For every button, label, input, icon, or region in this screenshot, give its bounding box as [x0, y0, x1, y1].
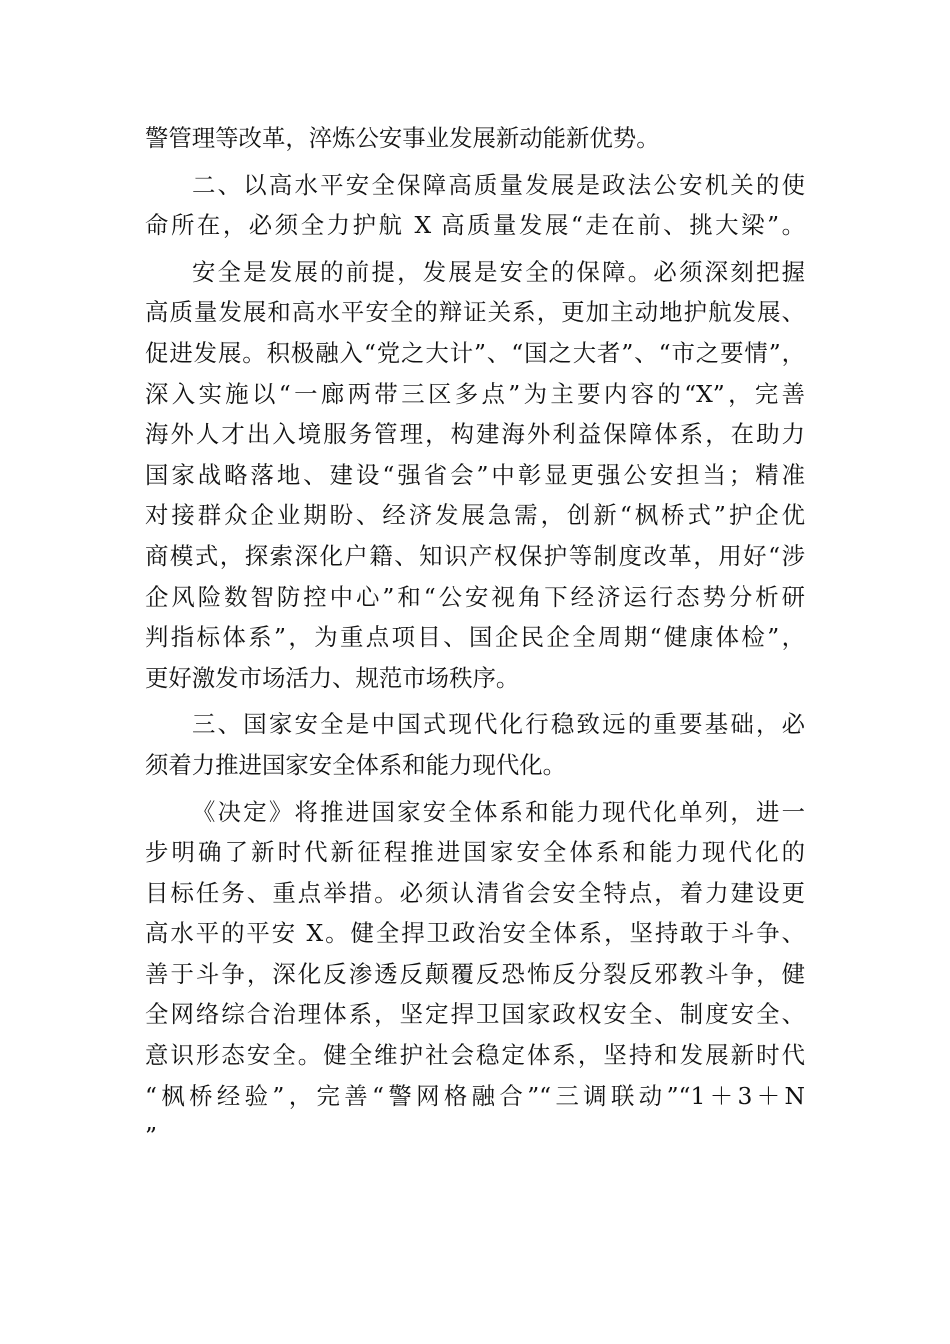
text-line: 判指标体系”，为重点项目、国企民企全周期“健康体检”，	[145, 623, 805, 652]
text-line: ”	[145, 1122, 157, 1151]
text-line: 全网络综合治理体系，坚定捍卫国家政权安全、制度安全、	[145, 1000, 805, 1029]
text-line: 对接群众企业期盼、经济发展急需，创新“枫桥式”护企优	[145, 501, 805, 530]
text-line: 善于斗争，深化反渗透反颠覆反恐怖反分裂反邪教斗争，健	[145, 959, 805, 988]
document-body	[145, 118, 805, 1157]
text-line: 国家战略落地、建设“强省会”中彰显更强公安担当；精准	[145, 460, 805, 489]
text-line: 更好激发市场活力、规范市场秩序。	[145, 663, 520, 692]
text-line: 须着力推进国家安全体系和能力现代化。	[145, 750, 567, 779]
text-line: 三、国家安全是中国式现代化行稳致远的重要基础，必	[192, 710, 805, 739]
text-line: 安全是发展的前提，发展是安全的保障。必须深刻把握	[192, 257, 805, 286]
text-line: 二、以高水平安全保障高质量发展是政法公安机关的使	[192, 170, 805, 199]
text-line: 海外人才出入境服务管理，构建海外利益保障体系，在助力	[145, 420, 805, 449]
text-line: 警管理等改革，淬炼公安事业发展新动能新优势。	[145, 124, 660, 152]
text-line: 商模式，探索深化户籍、知识产权保护等制度改革，用好“涉	[145, 541, 805, 570]
text-line: 高水平的平安 X。健全捍卫政治安全体系，坚持敢于斗争、	[145, 919, 805, 948]
text-line: 深入实施以“一廊两带三区多点”为主要内容的“X”，完善	[145, 379, 805, 408]
text-line: 促进发展。积极融入“党之大计”、“国之大者”、“市之要情”，	[145, 338, 805, 367]
text-line: “枫桥经验”，完善“警网格融合”“三调联动”“1＋3＋N	[145, 1081, 805, 1110]
text-line: 意识形态安全。健全维护社会稳定体系，坚持和发展新时代	[145, 1041, 805, 1070]
text-line: 步明确了新时代新征程推进国家安全体系和能力现代化的	[145, 838, 805, 867]
text-line: 目标任务、重点举措。必须认清省会安全特点，着力建设更	[145, 878, 805, 907]
text-line: 企风险数智防控中心”和“公安视角下经济运行态势分析研	[145, 582, 805, 611]
text-line: 《决定》将推进国家安全体系和能力现代化单列，进一	[192, 797, 805, 826]
text-line: 高质量发展和高水平安全的辩证关系，更加主动地护航发展、	[145, 298, 805, 327]
text-line: 命所在，必须全力护航 X 高质量发展“走在前、挑大梁”。	[145, 211, 805, 240]
